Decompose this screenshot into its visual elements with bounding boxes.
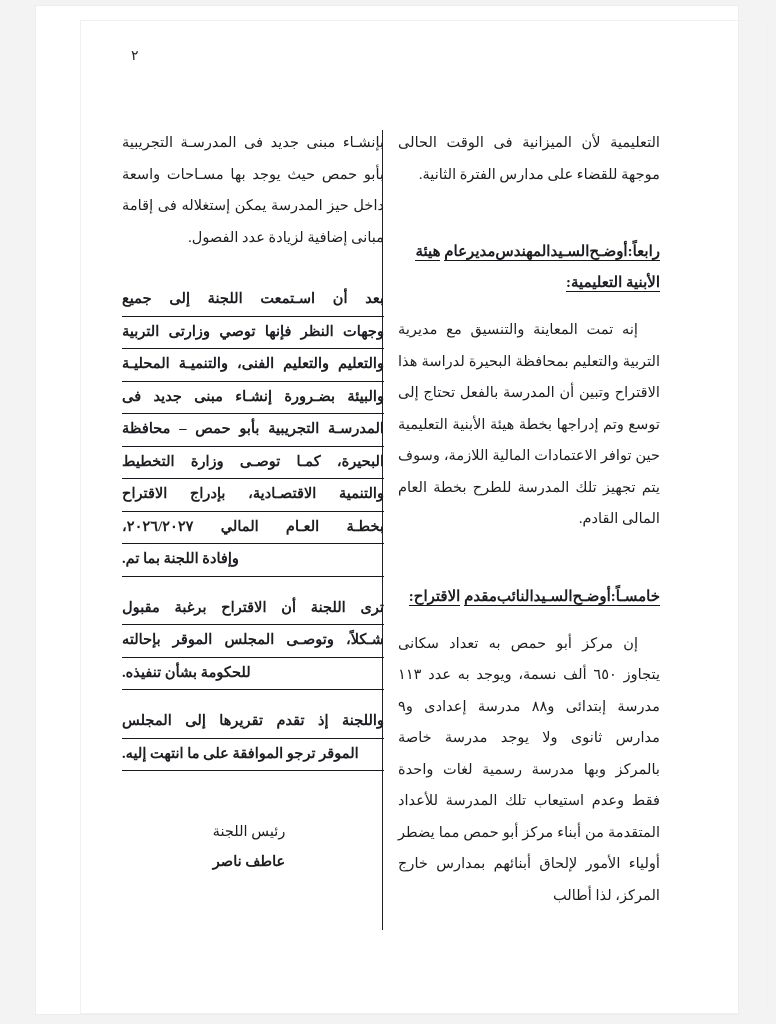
recommendation-1-line: بخطـة العـام المالي ٢٠٢٦/٢٠٢٧، [122, 512, 384, 545]
recommendation-1-line: وإفادة اللجنة بما تم. [122, 544, 384, 577]
heading-fifth-line-1: خامسـاً:أوضـحالسـيدالنائبمقدم [464, 588, 660, 605]
spacer [398, 299, 660, 315]
recommendation-block-1 [122, 284, 384, 577]
spacer [398, 191, 660, 237]
spacer [122, 690, 384, 706]
column-right [398, 128, 660, 912]
recommendation-1-line: بعد أن اسـتمعت اللجنة إلى جميع [122, 284, 384, 317]
signature-name: عاطف ناصر [212, 854, 286, 870]
paragraph-continued-top-right: التعليمية لأن الميزانية فى الوقت الحالى موجهة للقضاء على مدارس الفترة الثانية. [398, 135, 660, 183]
heading-fourth [398, 237, 660, 299]
heading-fourth-line-2: هيئة الأبنية التعليمية: [415, 244, 660, 291]
recommendation-2-line: للحكومة بشأن تنفيذه. [122, 658, 384, 691]
heading-fourth-line-1: رابعاً:أوضـحالسـيدالمهندسمديرعام [444, 244, 660, 260]
recommendation-block-3 [122, 706, 384, 771]
paragraph-fourth: إنه تمت المعاينة والتنسيق مع مديرية التربية والتعليم بمحافظة البحيرة لدراسة هذا الاقتراح وتبين أن المدرسة بالفعل تحتاج إلى توسع وتم إدراجها بخطة هيئة الأبنية التعليمية حين توافر الاعتمادات المالية اللازمة، وسوف يتم تجهيز تلك المدرسة للطرح بخطة العام المالى القادم. [398, 322, 660, 527]
recommendation-3-line: واللجنة إذ تقدم تقريرها إلى المجلس [122, 706, 384, 739]
paragraph-fifth: إن مركز أبو حمص به تعداد سكانى يتجاوز ٦٥٠ ألف نسمة، ويوجد به عدد ١١٣ مدرسة إبتدائى و٨٨ مدرسة إعدادى و٩ مدارس ثانوى ولا يوجد مدرسة خاصة بالمركز وبها مدرسة رسمية لغات واحدة فقط وعدم استيعاب تلك المدرسة للأعداد المتقدمة من أبناء مركز أبو حمص مما يضطر أولياء الأمور لإلحاق أبنائهم بمدارس خارج المركز، لذا أطالب [398, 635, 661, 904]
column-left [122, 128, 384, 877]
recommendation-1-line: البحيرة، كمـا توصـى وزارة التخطيط [122, 447, 384, 480]
recommendation-2-line: ترى اللجنة أن الاقتراح برغبة مقبول [122, 593, 384, 626]
recommendation-1-line: والبيئة بضـرورة إنشـاء مبنى جديد فى [122, 382, 384, 415]
heading-fifth-line-2: الاقتراح: [408, 588, 461, 605]
recommendation-1-line: والتعليم والتعليم الفنى، والتنميـة المحليـة [122, 349, 384, 382]
spacer [398, 613, 660, 629]
recommendation-block-2 [122, 593, 384, 691]
recommendation-1-line: المدرسـة التجريبية بأبو حمص – محافظة [122, 414, 384, 447]
recommendation-1-line: والتنمية الاقتصـادية، بإدراج الاقتراح [122, 479, 384, 512]
spacer [122, 254, 384, 284]
spacer [122, 771, 384, 817]
signature-block [122, 817, 384, 877]
paragraph-continued-top-left: بإنشـاء مبنى جديد فى المدرسـة التجريبية بأبو حمص حيث يوجد بها مسـاحات واسعة داخل حيز المدرسة يمكن إستغلاله فى إقامة مبانى إضافية لزيادة عدد الفصول. [122, 135, 384, 246]
recommendation-1-line: وجهات النظر فإنها توصي وزارتى التربية [122, 317, 384, 350]
heading-fifth [398, 582, 660, 613]
signature-role: رئيس اللجنة [212, 824, 286, 840]
recommendation-3-line: الموقر ترجو الموافقة على ما انتهت إليه. [122, 739, 384, 772]
spacer [398, 536, 660, 582]
spacer [122, 577, 384, 593]
recommendation-2-line: شـكلاً، وتوصـى المجلس الموقر بإحالته [122, 625, 384, 658]
document-body [0, 128, 776, 958]
page-number: ٢ [131, 48, 139, 64]
